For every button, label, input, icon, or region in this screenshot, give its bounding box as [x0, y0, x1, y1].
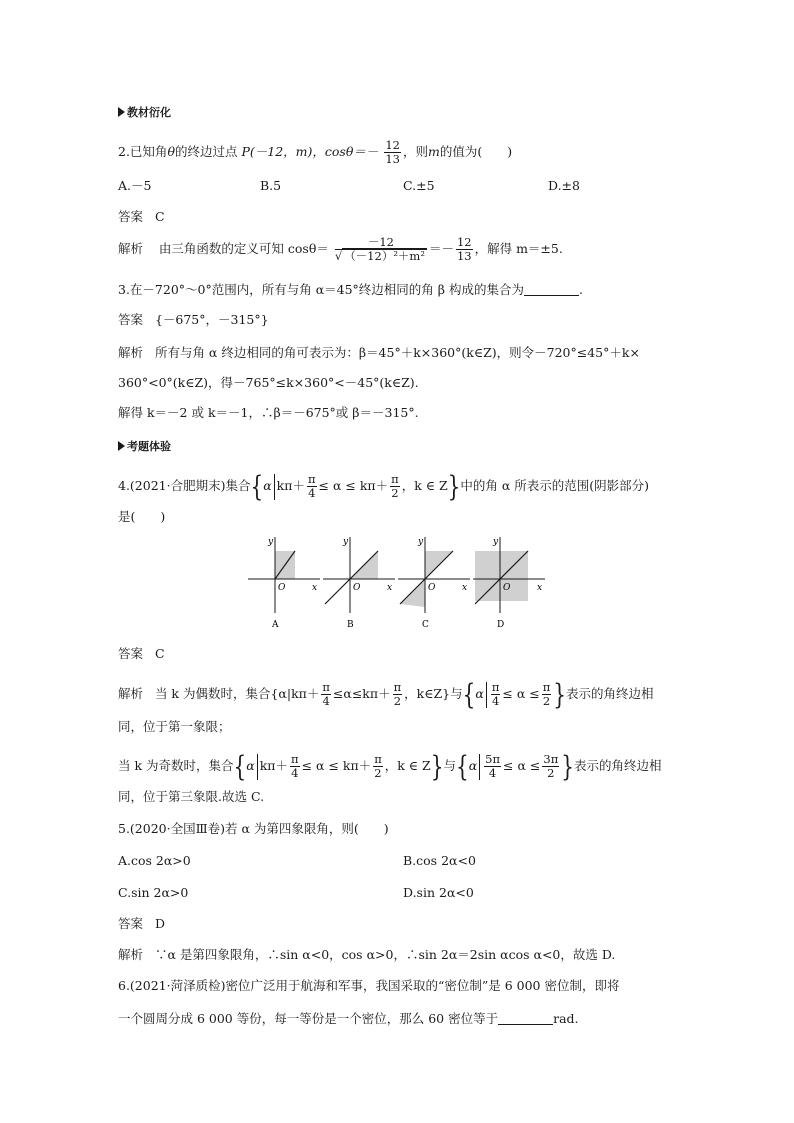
denominator: 4	[488, 766, 497, 780]
denominator: √ （－12）²＋m²	[334, 249, 425, 263]
answer-label: 答案	[118, 646, 144, 661]
denominator: 2	[547, 766, 555, 780]
set-bar	[274, 474, 275, 500]
text: 2.已知角	[118, 144, 168, 159]
question-3-stem	[118, 281, 583, 299]
text: 表示的角终边相	[573, 758, 662, 773]
q3-analysis-line-3: 解得 k＝－2 或 k＝－1，∴β＝－675°或 β＝－315°.	[118, 405, 419, 420]
answer-label: 答案	[118, 209, 144, 224]
q2-option-d: D.±8	[548, 178, 580, 193]
numerator: π	[393, 680, 402, 694]
answer-blank	[524, 283, 579, 296]
denominator: 4	[291, 766, 299, 780]
answer-blank	[498, 1012, 553, 1025]
brace-open: {	[233, 749, 247, 783]
q5-option-d: D.sin 2α<0	[403, 885, 474, 900]
var-theta: θ	[167, 144, 175, 159]
text: 的终边过点	[174, 144, 238, 159]
question-5-stem: 5.(2020·全国Ⅲ卷)若 α 为第四象限角，则( )	[118, 821, 389, 836]
q4-analysis-line-2: 同，位于第一象限；	[118, 719, 231, 734]
analysis-label: 解析	[118, 241, 144, 256]
analysis-label: 解析	[118, 686, 144, 701]
origin-label: O	[353, 583, 361, 593]
denominator: 2	[374, 766, 382, 780]
q2-answer	[118, 208, 165, 226]
triangle-bullet-icon	[118, 107, 125, 117]
text: kπ＋	[276, 478, 305, 493]
answer-value: C	[154, 646, 165, 661]
brace-close: }	[447, 469, 461, 503]
text: ≤ α ≤ kπ＋	[301, 758, 372, 773]
text: 当 k 为偶数时，集合{α|kπ＋	[154, 686, 320, 701]
var-alpha: α	[263, 478, 272, 493]
q5-option-a: A.cos 2α>0	[118, 853, 191, 868]
denominator: 13	[456, 249, 472, 263]
y-label: y	[268, 537, 274, 547]
section-title: 教材衍化	[127, 106, 171, 119]
set-bar	[479, 754, 480, 780]
text: 所有与角 α 终边相同的角可表示为：β＝45°＋k×360°(k∈Z)，则令－720°≤45°＋k×	[154, 345, 640, 360]
text: ，k ∈ Z	[384, 758, 431, 773]
text: ＝－	[428, 241, 454, 256]
var-alpha: α	[475, 686, 484, 701]
denominator: 13	[385, 152, 400, 166]
fraction	[321, 681, 331, 708]
graph-label: B	[347, 620, 354, 630]
numerator: π	[307, 472, 316, 486]
brace-close: }	[553, 677, 567, 711]
graph-option-c	[398, 535, 473, 630]
numerator: 3π	[543, 752, 559, 766]
q4-analysis-line-1	[118, 677, 654, 711]
fraction	[373, 753, 383, 780]
graph-label: C	[422, 620, 429, 630]
answer-label: 答案	[118, 312, 144, 327]
section-heading-exam	[118, 438, 171, 456]
numerator: π	[491, 680, 500, 694]
numerator: π	[391, 472, 399, 486]
q5-option-b: B.cos 2α<0	[403, 853, 476, 868]
text: ，则	[402, 144, 428, 159]
section-title: 考题体验	[127, 440, 171, 453]
graph-label: D	[497, 620, 505, 630]
point: P(－12，m)，cosθ＝－	[241, 144, 379, 159]
var-m: m	[428, 144, 440, 159]
question-2-stem	[118, 139, 512, 166]
numerator: π	[322, 680, 330, 694]
fraction	[390, 473, 400, 500]
graph-option-a	[248, 535, 323, 630]
numerator: π	[542, 680, 551, 694]
text: .	[578, 282, 583, 297]
denominator: 2	[391, 486, 399, 500]
var-alpha: α	[246, 758, 255, 773]
brace-close: }	[561, 749, 574, 783]
text: 表示的角终边相	[566, 686, 654, 701]
text: ≤ α ≤	[502, 686, 540, 701]
denominator: 2	[393, 694, 402, 708]
q4-analysis-line-4: 同，位于第三象限.故选 C.	[118, 789, 265, 804]
text: 与	[443, 758, 456, 773]
numerator: 12	[456, 235, 472, 249]
text: kπ＋	[259, 758, 289, 773]
brace-close: }	[430, 749, 444, 783]
var-alpha: α	[468, 758, 478, 773]
q3-analysis-line-1	[118, 344, 640, 362]
q4-stem-line-2: 是( )	[118, 509, 166, 524]
text: 的值为( )	[439, 144, 513, 159]
origin-label: O	[503, 583, 511, 593]
answer-value: C	[154, 209, 165, 224]
x-label: x	[462, 583, 468, 593]
text: 3.在－720°～0°范围内，所有与角 α＝45°终边相同的角 β 构成的集合为	[118, 282, 524, 297]
text: 一个圆周分成 6 000 等份，每一等份是一个密位，那么 60 密位等于	[118, 1011, 499, 1026]
radicand: （－12）²＋m²	[344, 249, 425, 263]
q2-option-b: B.5	[260, 178, 282, 193]
brace-open: {	[462, 677, 476, 711]
numerator: 5π	[485, 752, 501, 766]
text: ∵α 是第四象限角，∴sin α<0，cos α>0，∴sin 2α＝2sin αcos α<0，故选 D.	[154, 947, 616, 962]
denominator: 4	[322, 694, 330, 708]
q4-analysis-line-3	[118, 749, 662, 783]
set-bar	[486, 682, 487, 708]
text: rad.	[553, 1011, 579, 1026]
graph-label: A	[272, 620, 279, 630]
fraction	[393, 681, 403, 708]
graph-option-b	[323, 535, 398, 630]
x-label: x	[537, 583, 543, 593]
numerator: π	[291, 752, 299, 766]
text: ，k ∈ Z	[401, 478, 448, 493]
answer-value: D	[154, 916, 165, 931]
fraction	[456, 236, 473, 263]
q2-analysis	[118, 236, 563, 263]
section-heading-textbook	[118, 104, 171, 122]
denominator: 4	[491, 694, 500, 708]
y-label: y	[493, 537, 499, 547]
text: 4.(2021·合肥期末)集合	[118, 478, 251, 493]
triangle-bullet-icon	[118, 441, 125, 451]
question-4-stem	[118, 469, 650, 503]
fraction	[307, 473, 317, 500]
y-label: y	[343, 537, 349, 547]
y-label: y	[418, 537, 424, 547]
fraction	[335, 236, 427, 263]
q2-option-a: A.－5	[118, 178, 152, 193]
fraction	[542, 753, 559, 780]
q2-option-c: C.±5	[403, 178, 435, 193]
q5-analysis	[118, 946, 615, 964]
denominator: 2	[542, 694, 551, 708]
q5-answer	[118, 915, 165, 933]
q5-option-c: C.sin 2α>0	[118, 885, 189, 900]
question-6-line-1: 6.(2021·菏泽质检)密位广泛用于航海和军事，我国采取的“密位制”是 6 000 密位制，即将	[118, 978, 620, 993]
text: ≤ α ≤	[503, 758, 541, 773]
fraction	[384, 139, 401, 166]
q4-answer	[118, 645, 165, 663]
text: 中的角 α 所表示的范围(阴影部分)	[460, 478, 650, 493]
question-6-line-2	[118, 1010, 579, 1028]
origin-label: O	[278, 583, 286, 593]
analysis-label: 解析	[118, 947, 144, 962]
answer-value: {－675°，－315°}	[154, 312, 269, 327]
q3-analysis-line-2: 360°<0°(k∈Z)，得－765°≤k×360°<－45°(k∈Z).	[118, 375, 419, 390]
numerator: －12	[335, 236, 427, 250]
text: ≤α≤kπ＋	[332, 686, 391, 701]
x-label: x	[387, 583, 393, 593]
fraction	[491, 681, 501, 708]
text: ，解得 m＝±5.	[474, 241, 563, 256]
text: ，k∈Z}与	[404, 686, 463, 701]
text: ≤ α ≤ kπ＋	[318, 478, 389, 493]
graph-option-d	[473, 535, 548, 630]
numerator: 12	[385, 138, 400, 152]
brace-open: {	[455, 749, 469, 783]
fraction	[542, 681, 552, 708]
answer-label: 答案	[118, 916, 144, 931]
text: 当 k 为奇数时，集合	[118, 758, 234, 773]
fraction	[290, 753, 300, 780]
brace-open: {	[250, 469, 264, 503]
origin-label: O	[428, 583, 436, 593]
set-bar	[257, 754, 258, 780]
x-label: x	[312, 583, 318, 593]
analysis-label: 解析	[118, 345, 144, 360]
numerator: π	[374, 752, 382, 766]
denominator: 4	[308, 486, 316, 500]
fraction	[484, 753, 501, 780]
text: 由三角函数的定义可知 cosθ＝	[158, 241, 329, 256]
q3-answer	[118, 311, 269, 329]
